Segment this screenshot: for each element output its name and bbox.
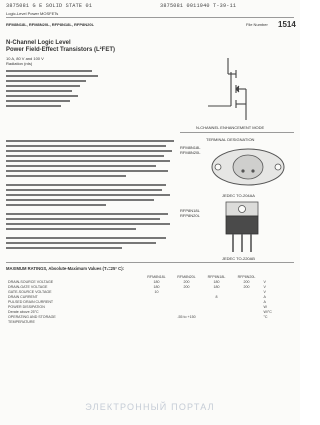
table-cell: -55 to +150 (177, 314, 196, 319)
text-line (6, 213, 168, 215)
terminal-heading: TERMINAL DESIGNATION (206, 137, 255, 142)
to220-package-icon (222, 200, 262, 254)
header-rule (6, 17, 294, 18)
table-row-label: TEMPERATURE (8, 319, 35, 324)
category-label: Logic-Level Power MOSFETs (6, 11, 59, 16)
table-row-label: GATE-SOURCE VOLTAGE (8, 289, 52, 294)
table-column-header: RFP8N20L (237, 274, 256, 279)
scan-header-right: 3875081 0011940 T-39-11 (160, 3, 237, 9)
table-cell: 8 (215, 294, 218, 299)
part-numbers: RFM8N18L, RFM8N20L, RFP8N18L, RFP8N20L (6, 22, 95, 27)
schematic-caption: N-CHANNEL ENHANCEMENT MODE (196, 125, 265, 130)
text-line (6, 155, 164, 157)
text-line (6, 145, 166, 147)
table-top-rule (6, 262, 294, 263)
table-cell: 180 (213, 284, 220, 289)
watermark: ЭЛЕКТРОННЫЙ ПОРТАЛ (85, 402, 215, 412)
table-cell: 180 (213, 279, 220, 284)
section-rule (180, 132, 294, 133)
title-spec-1: 10 A, 80 V and 100 V (6, 56, 44, 61)
mosfet-symbol-icon (198, 56, 258, 122)
feature-line (6, 105, 61, 107)
table-column-header: RFP8N18L (207, 274, 226, 279)
table-cell: 200 (243, 279, 250, 284)
table-cell (171, 319, 201, 324)
table-unit: A (263, 299, 266, 304)
text-line (6, 170, 168, 172)
table-cell (141, 319, 171, 324)
title-line-2: Power Field-Effect Transistors (L²FET) (6, 47, 116, 53)
table-cell: 180 (153, 284, 160, 289)
table-cell (231, 319, 261, 324)
ratings-table (6, 274, 294, 324)
text-line (6, 237, 166, 239)
package-label-bottom-2: RFP8N20L (180, 213, 200, 218)
title-spec-2: Radiation (rds) (6, 61, 33, 66)
text-line (6, 204, 106, 206)
table-row-label: DRAIN CURRENT (8, 294, 38, 299)
table-cell: 180 (153, 279, 160, 284)
table-row-label: DRAIN-SOURCE VOLTAGE (8, 279, 54, 284)
text-line (6, 175, 126, 177)
table-row-label: OPERATING AND STORAGE (8, 314, 56, 319)
table-row-label: Derate above 25°C (8, 309, 39, 314)
text-line (6, 242, 156, 244)
feature-line (6, 85, 80, 87)
table-column-header: RFM8N20L (177, 274, 196, 279)
file-number-label: File Number (246, 22, 268, 27)
table-row (6, 319, 294, 324)
table-cell (201, 319, 231, 324)
feature-line (6, 80, 86, 82)
package-label-top-1: RFM8N18L (180, 145, 201, 150)
table-unit: W (263, 304, 267, 309)
package-bottom-caption: JEDEC TO-220AB (222, 256, 255, 261)
table-unit (261, 319, 294, 324)
table-cell: 200 (183, 279, 190, 284)
text-line (6, 189, 162, 191)
table-row-label: POWER DISSIPATION (8, 304, 45, 309)
text-line (6, 223, 170, 225)
package-label-top-2: RFM8N20L (180, 150, 201, 155)
text-line (6, 184, 166, 186)
table-unit: V (263, 279, 266, 284)
text-line (6, 199, 154, 201)
feature-line (6, 90, 72, 92)
table-heading: MAXIMUM RATINGS, Absolute-Maximum Values (T₁=25° C): (6, 266, 124, 271)
table-row-label: PULSED DRAIN CURRENT (8, 299, 54, 304)
feature-line (6, 95, 78, 97)
text-line (6, 228, 136, 230)
table-row-label: DRAIN-GATE VOLTAGE (8, 284, 48, 289)
text-line (6, 218, 160, 220)
package-top-caption: JEDEC TO-204AA (222, 193, 255, 198)
feature-line (6, 100, 70, 102)
table-cell: 200 (183, 284, 190, 289)
table-unit: V (263, 284, 266, 289)
table-unit: V (263, 289, 266, 294)
text-line (6, 165, 156, 167)
text-line (6, 194, 170, 196)
table-cell: 10 (154, 289, 159, 294)
feature-line (6, 75, 98, 77)
text-line (6, 160, 170, 162)
table-column-header: RFM8N18L (147, 274, 166, 279)
text-line (6, 247, 122, 249)
table-unit: °C (263, 314, 268, 319)
table-cell: 200 (243, 284, 250, 289)
title-line-1: N-Channel Logic Level (6, 40, 71, 46)
package-label-bottom-1: RFP8N18L (180, 208, 200, 213)
file-number-value: 1514 (278, 20, 296, 29)
text-line (6, 140, 174, 142)
table-unit: A (263, 294, 266, 299)
table-unit: W/°C (263, 309, 272, 314)
feature-line (6, 70, 92, 72)
text-line (6, 150, 172, 152)
to204-package-icon (208, 143, 288, 191)
scan-header-left: 3875081 G E SOLID STATE 01 (6, 3, 93, 9)
